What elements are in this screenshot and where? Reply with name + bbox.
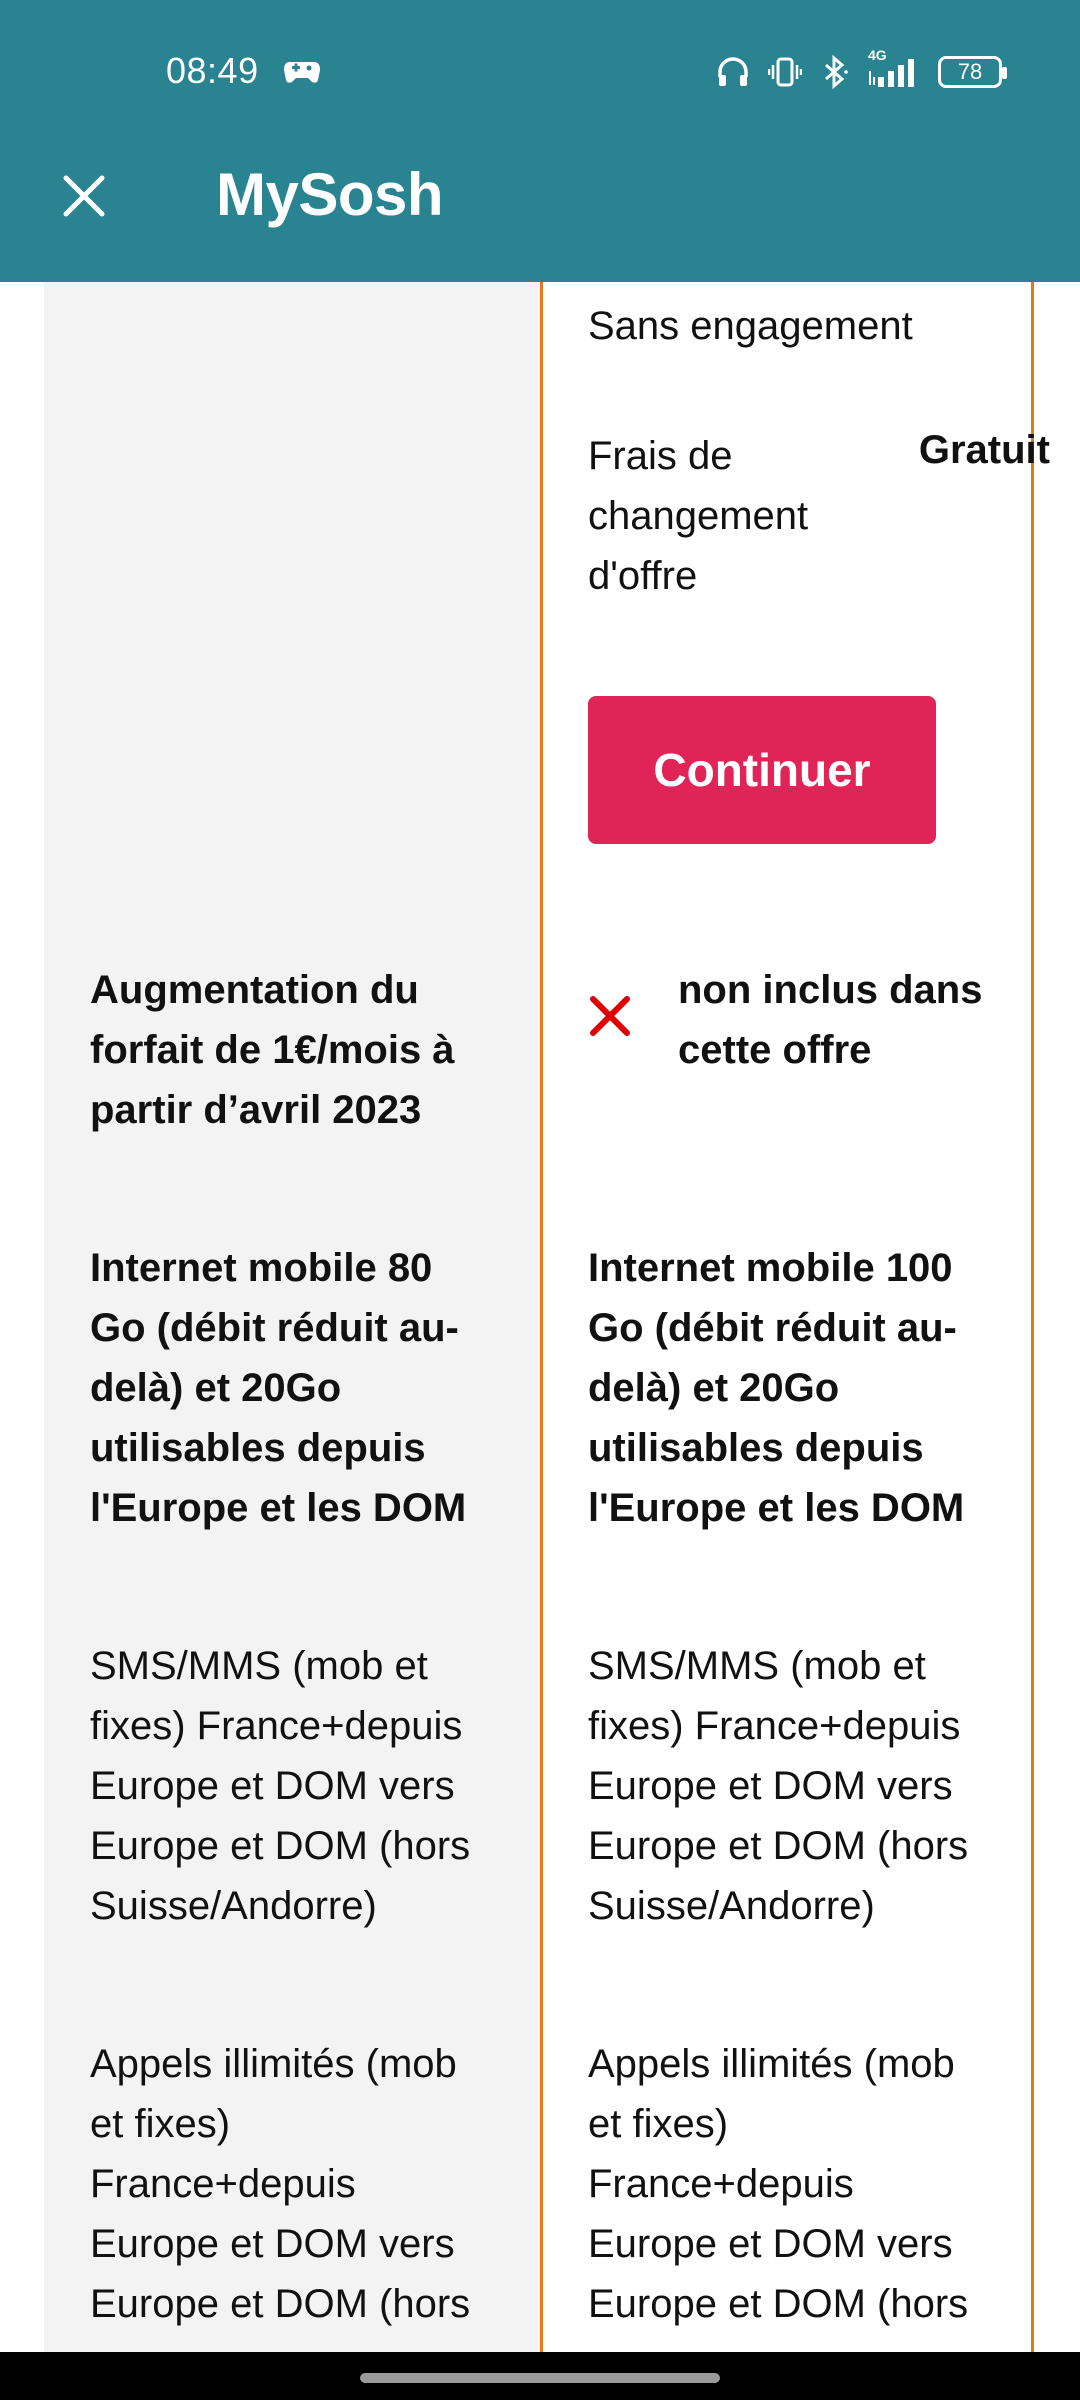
headphones-icon <box>716 55 750 89</box>
bluetooth-icon <box>820 55 850 89</box>
sms-left: SMS/MMS (mob et fixes) France+depuis Europe et DOM vers Europe et DOM (hors Suisse/Andorre) <box>90 1644 471 1928</box>
app-title: MySosh <box>216 161 444 228</box>
network-type: 4G <box>868 47 887 63</box>
battery-level: 78 <box>957 59 983 84</box>
fee-value: Gratuit <box>918 428 1050 472</box>
close-button[interactable] <box>54 166 114 226</box>
app-header <box>0 0 1080 282</box>
internet-left: Internet mobile 80 Go (débit réduit au- delà) et 20Go utilisables depuis l'Europe et les DOM <box>90 1246 467 1530</box>
vibrate-icon <box>768 55 802 89</box>
increase-right: non inclus dans cette offre <box>678 968 983 1072</box>
battery-icon <box>938 56 1002 88</box>
status-bar <box>0 0 1080 140</box>
close-icon <box>62 174 106 218</box>
status-icons <box>716 47 1002 92</box>
fee-label: Frais de changement d'offre <box>588 434 809 598</box>
continue-button[interactable]: Continuer <box>588 696 936 844</box>
sms-right: SMS/MMS (mob et fixes) France+depuis Europe et DOM vers Europe et DOM (hors Suisse/Andorre) <box>588 1644 969 1928</box>
signal-icon <box>868 55 920 89</box>
game-controller-icon <box>282 54 322 88</box>
increase-left: Augmentation du forfait de 1€/mois à partir d’avril 2023 <box>90 968 455 1132</box>
calls-left: Appels illimités (mob et fixes) France+depuis Europe et DOM vers Europe et DOM (hors <box>90 2042 471 2326</box>
calls-right: Appels illimités (mob et fixes) France+depuis Europe et DOM vers Europe et DOM (hors <box>588 2042 969 2326</box>
internet-right: Internet mobile 100 Go (débit réduit au- delà) et 20Go utilisables depuis l'Europe et les DOM <box>588 1246 965 1530</box>
signal-indicator <box>868 47 920 89</box>
engagement-text: Sans engagement <box>588 304 913 348</box>
not-included-icon <box>588 994 632 1038</box>
status-time: 08:49 <box>166 50 259 91</box>
home-gesture-handle[interactable] <box>360 2373 720 2383</box>
